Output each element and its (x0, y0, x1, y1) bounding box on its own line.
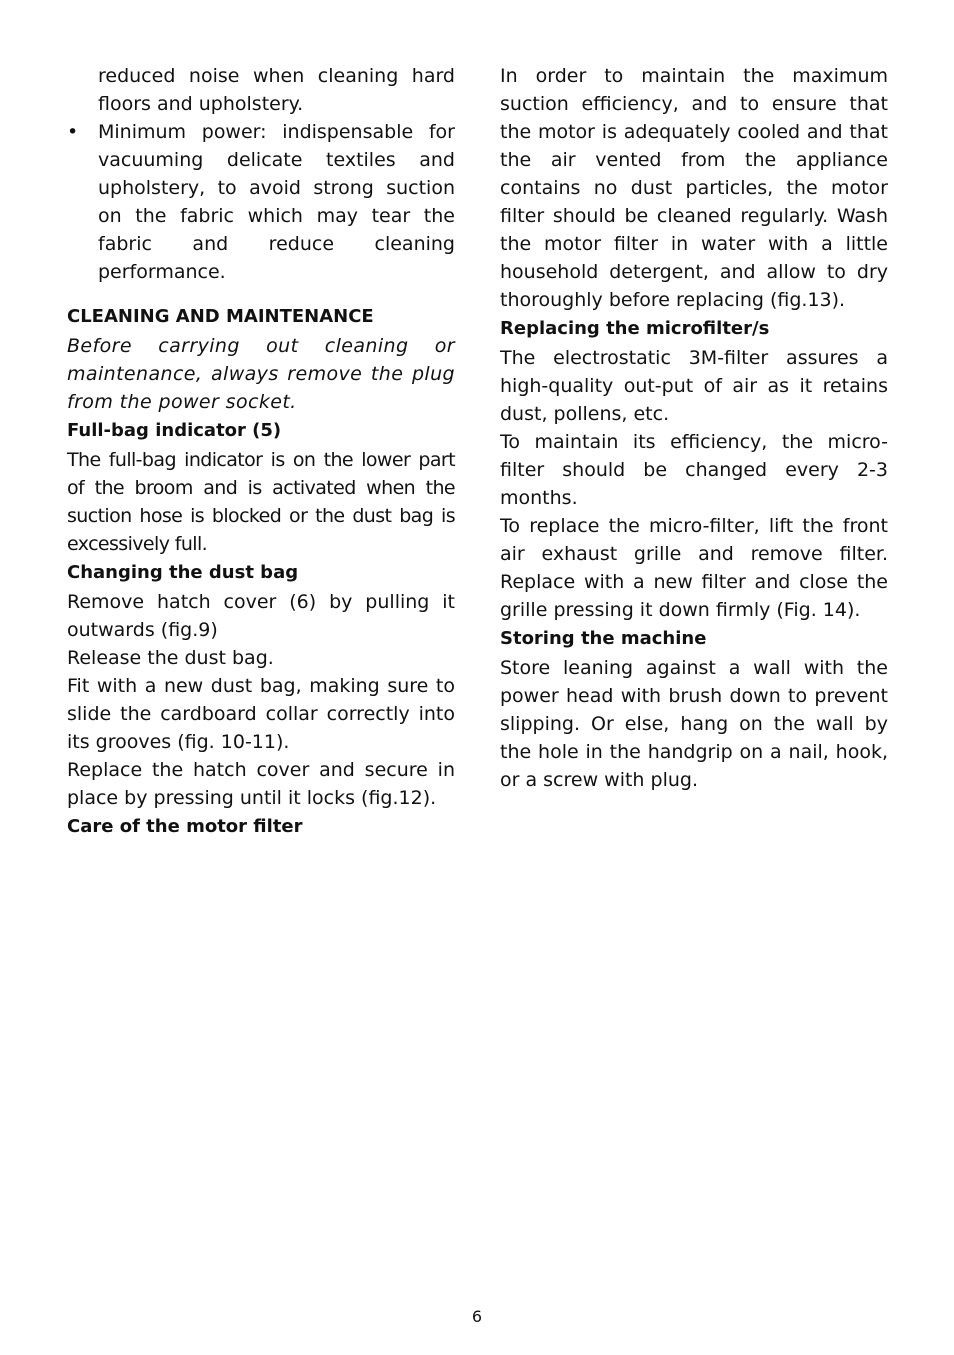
heading-changing-dust-bag: Changing the dust bag (67, 562, 299, 583)
bullet-text: Minimum power: indispensable for vacuuming delicate textiles and upholstery, to avoid strong suction on the fabric which may tear the fabric and reduce cleaning performance. (98, 121, 455, 283)
heading-microfilter: Replacing the microfilter/s (500, 318, 770, 339)
intro-continuation: reduced noise when cleaning hard floors and upholstery. (98, 65, 455, 115)
page-number: 6 (471, 1307, 483, 1326)
heading-motor-filter: Care of the motor filter (67, 816, 303, 837)
bullet-item-minimum-power (67, 118, 455, 286)
motor-filter-text: In order to maintain the maximum suction efficiency, and to ensure that the motor is adequately cooled and that the air vented from the appliance contains no dust particles, the motor filter should be cleaned regularly. Wash the motor filter in water with a little household detergent, and allow to dry thoroughly before replacing (fig.13). (500, 65, 888, 311)
microfilter-text-3: To replace the micro-filter, lift the front air exhaust grille and remove filter. Replace with a new filter and close the grille pressing it down firmly (Fig. 14). (500, 515, 888, 621)
dust-bag-step-3: Fit with a new dust bag, making sure to slide the cardboard collar correctly into its grooves (fig. 10-11). (67, 675, 455, 753)
full-bag-text: The full-bag indicator is on the lower part of the broom and is activated when the suction hose is blocked or the dust bag is excessively full. (67, 449, 455, 555)
left-column (67, 62, 455, 842)
dust-bag-step-1: Remove hatch cover (6) by pulling it outwards (fig.9) (67, 591, 455, 641)
dust-bag-step-2: Release the dust bag. (67, 647, 274, 669)
dust-bag-step-4: Replace the hatch cover and secure in place by pressing until it locks (fig.12). (67, 759, 455, 809)
section-title-cleaning: CLEANING AND MAINTENANCE (67, 306, 374, 327)
heading-storing: Storing the machine (500, 628, 707, 649)
microfilter-text-1: The electrostatic 3M-filter assures a high-quality out-put of air as it retains dust, pollens, etc. (500, 347, 888, 425)
right-column (500, 62, 888, 794)
storing-text: Store leaning against a wall with the power head with brush down to prevent slipping. Or else, hang on the wall by the hole in the handgrip on a nail, hook, or a screw with plug. (500, 657, 888, 791)
heading-full-bag: Full-bag indicator (5) (67, 420, 282, 441)
microfilter-text-2: To maintain its efficiency, the micro-filter should be changed every 2-3 months. (500, 431, 888, 509)
warning-text: Before carrying out cleaning or maintenance, always remove the plug from the power socket. (67, 335, 455, 413)
bullet-symbol: • (67, 121, 79, 143)
